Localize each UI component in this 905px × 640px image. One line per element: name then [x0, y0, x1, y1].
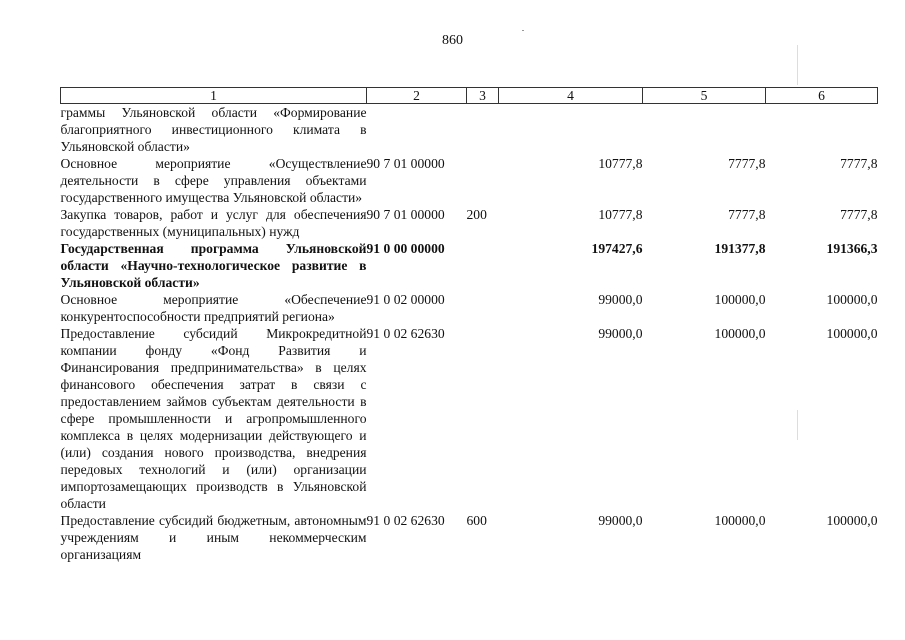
page-number: 860 [442, 33, 463, 48]
row-code: 91 0 02 00000 [366, 292, 445, 307]
table-row [61, 291, 878, 325]
row-expense-type [467, 325, 499, 512]
row-value-5: 191377,8 [714, 241, 766, 256]
row-value-4: 99000,0 [598, 326, 643, 341]
column-header-6: 6 [766, 88, 878, 104]
row-value-6: 100000,0 [826, 513, 878, 528]
row-code [367, 104, 467, 156]
column-header-5: 5 [643, 88, 766, 104]
row-expense-type [467, 291, 499, 325]
row-value-5: 100000,0 [714, 513, 766, 528]
row-code: 90 7 01 00000 [366, 156, 445, 171]
table-row [61, 206, 878, 240]
budget-table [60, 87, 878, 563]
row-value-5: 7777,8 [728, 207, 766, 222]
row-value-6: 7777,8 [840, 207, 878, 222]
row-expense-type: 200 [466, 207, 487, 222]
row-value-5: 100000,0 [714, 292, 766, 307]
row-value-6: 100000,0 [826, 292, 878, 307]
row-name: Государственная программа Ульяновской области «Научно-технологическое развитие в Ульяновской области» [60, 241, 367, 290]
scan-margin-mark [797, 45, 798, 85]
table-row [61, 512, 878, 563]
row-name: Закупка товаров, работ и услуг для обеспечения государственных (муниципальных) нужд [60, 207, 367, 239]
table-row [61, 325, 878, 512]
row-value-4: 197427,6 [591, 241, 643, 256]
scan-speck [522, 30, 524, 31]
table-row-program [61, 240, 878, 291]
row-name: Основное мероприятие «Осуществление деятельности в сфере управления объектами государственного имущества Ульяновской области» [60, 156, 367, 205]
row-value-5: 100000,0 [714, 326, 766, 341]
row-value-4: 99000,0 [598, 292, 643, 307]
row-expense-type [467, 104, 499, 156]
table-header-row [61, 88, 878, 104]
column-header-1: 1 [61, 88, 367, 104]
row-value-5 [643, 104, 766, 156]
row-value-6: 100000,0 [826, 326, 878, 341]
row-value-6: 7777,8 [840, 156, 878, 171]
row-code: 91 0 00 00000 [366, 241, 445, 256]
column-header-2: 2 [367, 88, 467, 104]
row-name: Основное мероприятие «Обеспечение конкурентоспособности предприятий региона» [60, 292, 367, 324]
row-expense-type [467, 240, 499, 291]
table-row [61, 104, 878, 156]
row-value-4: 10777,8 [598, 207, 643, 222]
table-row [61, 155, 878, 206]
row-name: Предоставление субсидий Микрокредитной компании фонду «Фонд Развития и Финансирования предпринимательства» в целях финансового обеспечения затрат в связи с предоставлением займов субъектам деятельности в сфере промышленности и агропромышленного комплекса в целях модернизации действующего и (или) создания нового производства, внедрения передовых технологий и (или) организации импортозамещающих производств в Ульяновской области [60, 326, 367, 511]
row-value-6 [766, 104, 878, 156]
row-value-5: 7777,8 [728, 156, 766, 171]
row-code: 90 7 01 00000 [366, 207, 445, 222]
column-header-4: 4 [499, 88, 643, 104]
row-value-4 [499, 104, 643, 156]
row-name: Предоставление субсидий бюджетным, автономным учреждениям и иным некоммерческим организациям [60, 513, 367, 562]
row-value-4: 99000,0 [598, 513, 643, 528]
column-header-3: 3 [467, 88, 499, 104]
row-expense-type: 600 [466, 513, 487, 528]
row-code: 91 0 02 62630 [366, 513, 445, 528]
row-name: граммы Ульяновской области «Формирование благоприятного инвестиционного климата в Ульяновской области» [60, 105, 367, 154]
row-value-4: 10777,8 [598, 156, 643, 171]
row-code: 91 0 02 62630 [366, 326, 445, 341]
row-value-6: 191366,3 [826, 241, 878, 256]
row-expense-type [467, 155, 499, 206]
